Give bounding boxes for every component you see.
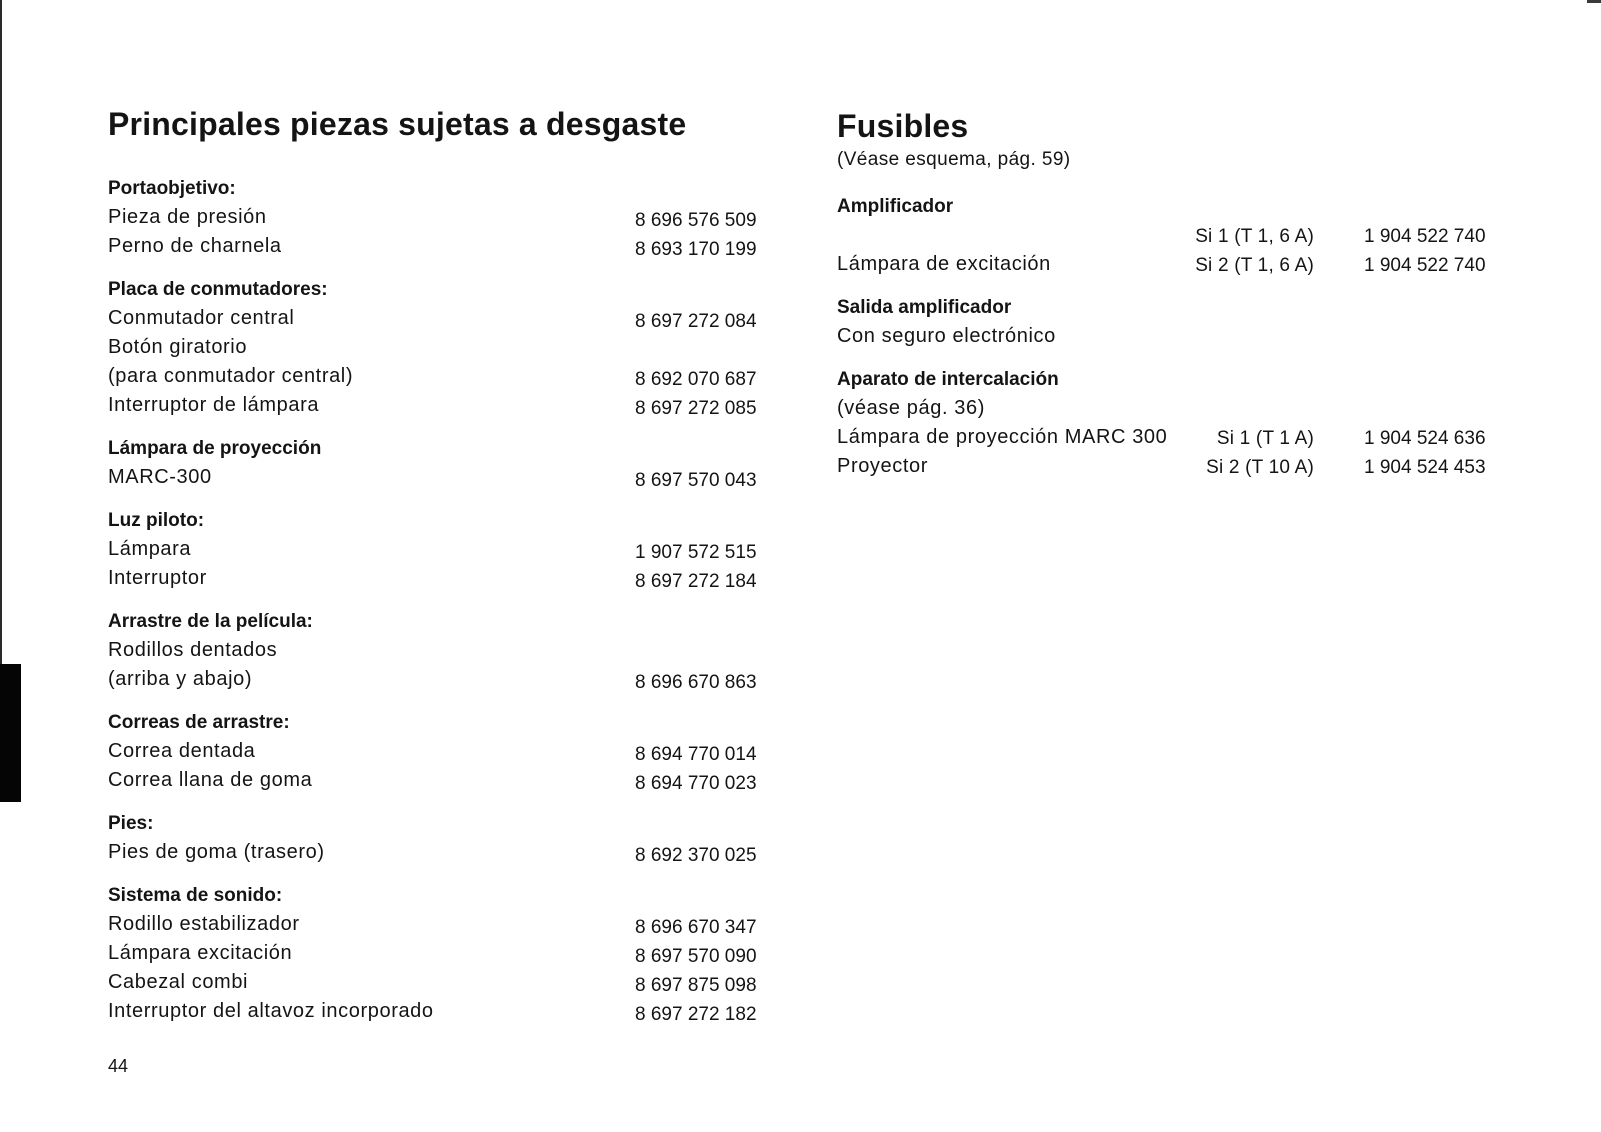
section-heading: Correas de arrastre: [108,712,290,733]
fuse-spec: Si 1 (T 1 A) [1216,428,1314,449]
part-label: Rodillo estabilizador [108,913,300,935]
part-number: 8 692 070 687 [635,369,757,390]
parts-section [837,193,1497,279]
part-label: Interruptor [108,567,207,589]
parts-section [108,507,768,593]
part-label: Lámpara de proyección MARC 300 [837,426,1168,448]
wear-parts-list [108,175,768,1026]
part-row [108,362,768,391]
part-label: Lámpara de excitación [837,253,1051,275]
part-label: MARC-300 [108,466,212,488]
fuses-title: Fusibles [837,108,969,144]
part-number: 8 696 670 863 [635,672,757,693]
part-label: Lámpara excitación [108,942,293,964]
part-label: Pieza de presión [108,206,267,228]
fuses-list [837,193,1497,481]
fuse-spec: Si 2 (T 1, 6 A) [1195,255,1314,276]
fuse-spec: Si 2 (T 10 A) [1206,457,1314,478]
page-number: 44 [108,1056,129,1076]
parts-section [108,608,768,694]
part-number: 8 697 272 084 [635,311,757,332]
part-row [108,910,768,939]
part-number: 1 904 522 740 [1364,255,1486,276]
parts-section [108,810,768,867]
parts-section [837,366,1497,481]
part-row [837,394,1497,423]
part-number: 8 697 272 085 [635,398,757,419]
part-row [837,250,1497,279]
wear-parts-title: Principales piezas sujetas a desgaste [108,106,687,142]
part-label: Lámpara [108,538,192,560]
part-number: 8 696 670 347 [635,917,757,938]
fuses-subtitle: (Véase esquema, pág. 59) [837,149,1071,170]
section-heading: Aparato de intercalación [837,369,1059,390]
part-row [108,203,768,232]
part-label: Correa dentada [108,740,256,762]
part-label: Proyector [837,455,928,477]
part-row [108,968,768,997]
part-row [108,232,768,261]
section-heading: Luz piloto: [108,510,205,531]
part-label: Interruptor del altavoz incorporado [108,1000,434,1022]
part-number: 8 697 570 090 [635,946,757,967]
part-row [108,737,768,766]
part-label: (para conmutador central) [108,365,354,387]
part-number: 8 694 770 023 [635,773,757,794]
part-number: 8 697 570 043 [635,470,757,491]
part-number: 1 904 522 740 [1364,226,1486,247]
fuse-spec: Si 1 (T 1, 6 A) [1195,226,1314,247]
part-row [108,665,768,694]
part-label: Correa llana de goma [108,769,313,791]
section-heading: Portaobjetivo: [108,178,236,199]
part-row [837,221,1497,250]
part-row [108,463,768,492]
part-row [108,391,768,420]
part-label: Perno de charnela [108,235,282,257]
part-label: Interruptor de lámpara [108,394,320,416]
section-heading: Placa de conmutadores: [108,279,328,300]
part-row [837,452,1497,481]
part-label: (arriba y abajo) [108,668,253,690]
part-number: 1 904 524 453 [1364,457,1486,478]
part-row [108,304,768,333]
part-number: 1 904 524 636 [1364,428,1486,449]
part-row [108,939,768,968]
part-label: Con seguro electrónico [837,325,1056,347]
part-number: 8 694 770 014 [635,744,757,765]
part-row [837,423,1497,452]
page-edge-line [0,0,2,672]
corner-mark [1587,0,1601,3]
part-row [108,333,768,362]
section-heading: Sistema de sonido: [108,885,283,906]
part-number: 8 697 272 184 [635,571,757,592]
section-heading: Arrastre de la película: [108,611,313,632]
section-heading: Pies: [108,813,154,834]
part-row [108,838,768,867]
part-label: Botón giratorio [108,336,248,358]
parts-section [108,435,768,492]
part-label: Cabezal combi [108,971,249,993]
part-row [108,766,768,795]
part-label: (véase pág. 36) [837,397,985,419]
part-label: Rodillos dentados [108,639,278,661]
part-row [108,535,768,564]
part-number: 8 697 875 098 [635,975,757,996]
part-row [108,636,768,665]
part-label: Conmutador central [108,307,295,329]
part-row [837,322,1497,351]
section-heading: Amplificador [837,196,954,217]
parts-section [837,294,1497,351]
part-number: 8 696 576 509 [635,210,757,231]
parts-section [108,276,768,420]
parts-section [108,175,768,261]
section-heading: Salida amplificador [837,297,1012,318]
part-number: 8 693 170 199 [635,239,757,260]
part-row [108,564,768,593]
parts-section [108,709,768,795]
part-number: 8 692 370 025 [635,845,757,866]
part-number: 8 697 272 182 [635,1004,757,1025]
part-label: Pies de goma (trasero) [108,841,325,863]
part-row [108,997,768,1026]
parts-section [108,882,768,1026]
section-heading: Lámpara de proyección [108,438,322,459]
thumb-index-tab [0,664,21,802]
part-number: 1 907 572 515 [635,542,757,563]
